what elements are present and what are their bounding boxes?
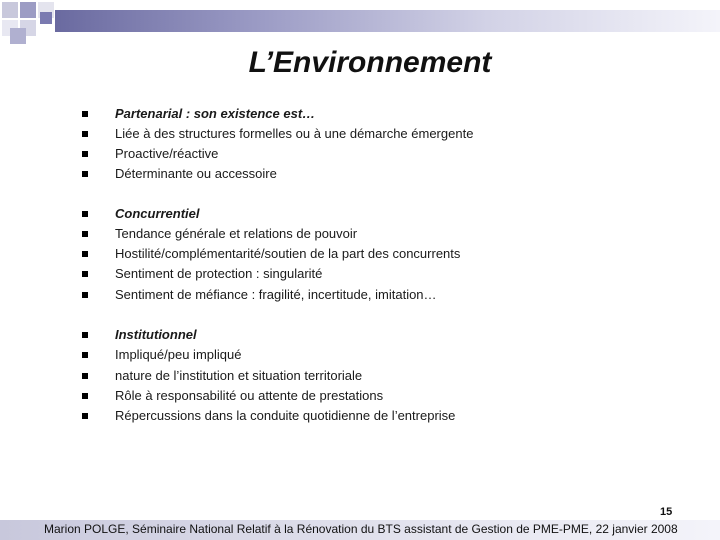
page-number: 15 <box>660 506 673 518</box>
bullet-icon <box>82 352 88 358</box>
bullet-icon <box>82 171 88 177</box>
section-heading-text: Partenarial : son existence est… <box>115 106 316 121</box>
list-item-text: Répercussions dans la conduite quotidienne de l’entreprise <box>115 408 456 423</box>
list-item-text: Liée à des structures formelles ou à une démarche émergente <box>115 126 474 141</box>
bullet-icon <box>82 393 88 399</box>
bullet-icon <box>82 211 88 217</box>
bullet-icon <box>82 332 88 338</box>
bullet-icon <box>82 373 88 379</box>
list-item-text: Déterminante ou accessoire <box>115 166 277 181</box>
bullet-icon <box>82 413 88 419</box>
header-decoration <box>0 0 60 48</box>
list-item-text: Hostilité/complémentarité/soutien de la part des concurrents <box>115 246 461 261</box>
bullet-icon <box>82 151 88 157</box>
bullet-icon <box>82 111 88 117</box>
header-bar <box>55 10 720 32</box>
section-heading-text: Institutionnel <box>115 327 197 342</box>
list-item-text: Rôle à responsabilité ou attente de prestations <box>115 388 384 403</box>
list-item-text: nature de l’institution et situation territoriale <box>115 368 363 383</box>
list-item-text: Sentiment de protection : singularité <box>115 266 323 281</box>
bullet-icon <box>82 231 88 237</box>
footer-text: Marion POLGE, Séminaire National Relatif à la Rénovation du BTS assistant de Gestion de PME-PME, 22 janvier 2008 <box>44 522 678 536</box>
list-item-text: Tendance générale et relations de pouvoir <box>115 226 358 241</box>
list-item-text: Sentiment de méfiance : fragilité, incertitude, imitation… <box>115 287 437 302</box>
list-item-text: Proactive/réactive <box>115 146 219 161</box>
section-heading-text: Concurrentiel <box>115 206 200 221</box>
bullet-icon <box>82 292 88 298</box>
bullet-icon <box>82 131 88 137</box>
slide-title: L’Environnement <box>248 46 492 79</box>
bullet-icon <box>82 271 88 277</box>
list-item-text: Impliqué/peu impliqué <box>115 347 242 362</box>
bullet-icon <box>82 251 88 257</box>
